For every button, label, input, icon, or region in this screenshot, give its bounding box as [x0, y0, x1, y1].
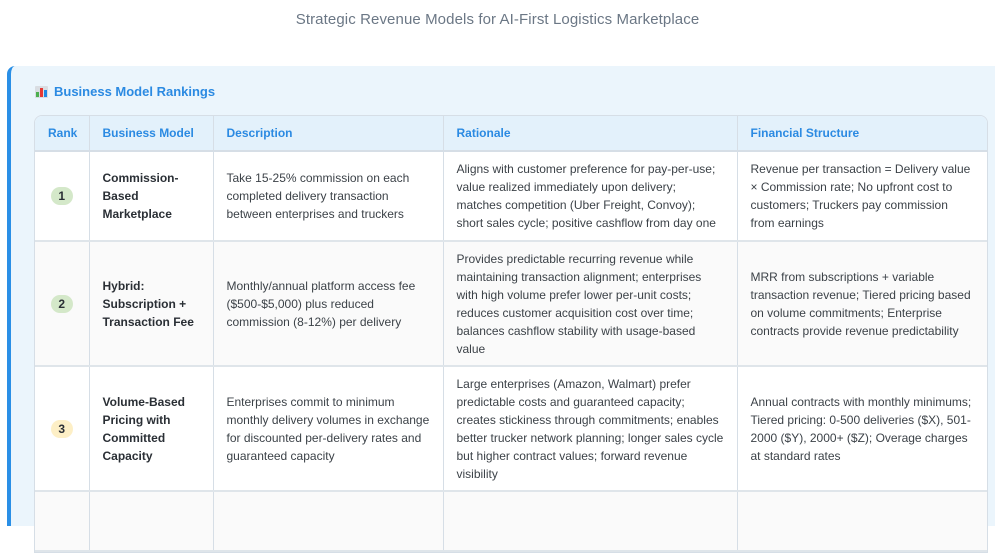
- description-cell: Enterprises commit to minimum monthly delivery volumes in exchange for discounted per-delivery rates and guaranteed capacity: [213, 366, 443, 491]
- section-heading-text: Business Model Rankings: [54, 84, 216, 99]
- description-cell: Monthly/annual platform access fee ($500-$5,000) plus reduced commission (8-12%) per delivery: [213, 241, 443, 366]
- description-cell: [213, 491, 443, 551]
- table-header-row: [35, 116, 987, 151]
- rankings-table: [34, 115, 988, 553]
- business-model-cell: Commission-Based Marketplace: [89, 151, 213, 241]
- rationale-cell: Provides predictable recurring revenue while maintaining transaction alignment; enterprises with high volume prefer lower per-unit costs; reduces customer acquisition cost over time; balances cashflow stability with usage-based value: [443, 241, 737, 366]
- rationale-cell: Aligns with customer preference for pay-per-use; value realized immediately upon delivery; matches competition (Uber Freight, Convoy); short sales cycle; positive cashflow from day one: [443, 151, 737, 241]
- column-header-business-model: Business Model: [89, 116, 213, 151]
- rank-cell: [35, 241, 89, 366]
- column-header-rationale: Rationale: [443, 116, 737, 151]
- business-model-cell: Volume-Based Pricing with Committed Capacity: [89, 366, 213, 491]
- rank-cell: [35, 366, 89, 491]
- section-heading: [35, 84, 215, 99]
- financial-structure-cell: MRR from subscriptions + variable transaction revenue; Tiered pricing based on volume commitments; Enterprise contracts provide revenue predictability: [737, 241, 987, 366]
- table-row: [35, 241, 987, 366]
- rank-cell: [35, 151, 89, 241]
- rationale-cell: Large enterprises (Amazon, Walmart) prefer predictable costs and guaranteed capacity; creates stickiness through commitments; enables better trucker network planning; longer sales cycle but higher contract values; forward revenue visibility: [443, 366, 737, 491]
- column-header-rank: Rank: [35, 116, 89, 151]
- financial-structure-cell: Annual contracts with monthly minimums; Tiered pricing: 0-500 deliveries ($X), 501-2000 ($Y), 2000+ ($Z); Overage charges at standard rates: [737, 366, 987, 491]
- column-header-description: Description: [213, 116, 443, 151]
- business-model-cell: Hybrid: Subscription + Transaction Fee: [89, 241, 213, 366]
- description-cell: Take 15-25% commission on each completed delivery transaction between enterprises and truckers: [213, 151, 443, 241]
- page-title: Strategic Revenue Models for AI-First Logistics Marketplace: [295, 11, 700, 28]
- table-row: [35, 366, 987, 491]
- column-header-financial-structure: Financial Structure: [737, 116, 987, 151]
- table-row: [35, 151, 987, 241]
- rank-badge: 3: [51, 420, 73, 438]
- rankings-panel: [7, 66, 995, 526]
- financial-structure-cell: [737, 491, 987, 551]
- financial-structure-cell: Revenue per transaction = Delivery value × Commission rate; No upfront cost to customers; Truckers pay commission from earnings: [737, 151, 987, 241]
- rationale-cell: [443, 491, 737, 551]
- table-row: [35, 491, 987, 551]
- rank-badge: 1: [51, 187, 73, 205]
- bar-chart-icon: [35, 86, 48, 98]
- business-model-cell: [89, 491, 213, 551]
- rank-badge: 2: [51, 295, 73, 313]
- rank-cell: [35, 491, 89, 551]
